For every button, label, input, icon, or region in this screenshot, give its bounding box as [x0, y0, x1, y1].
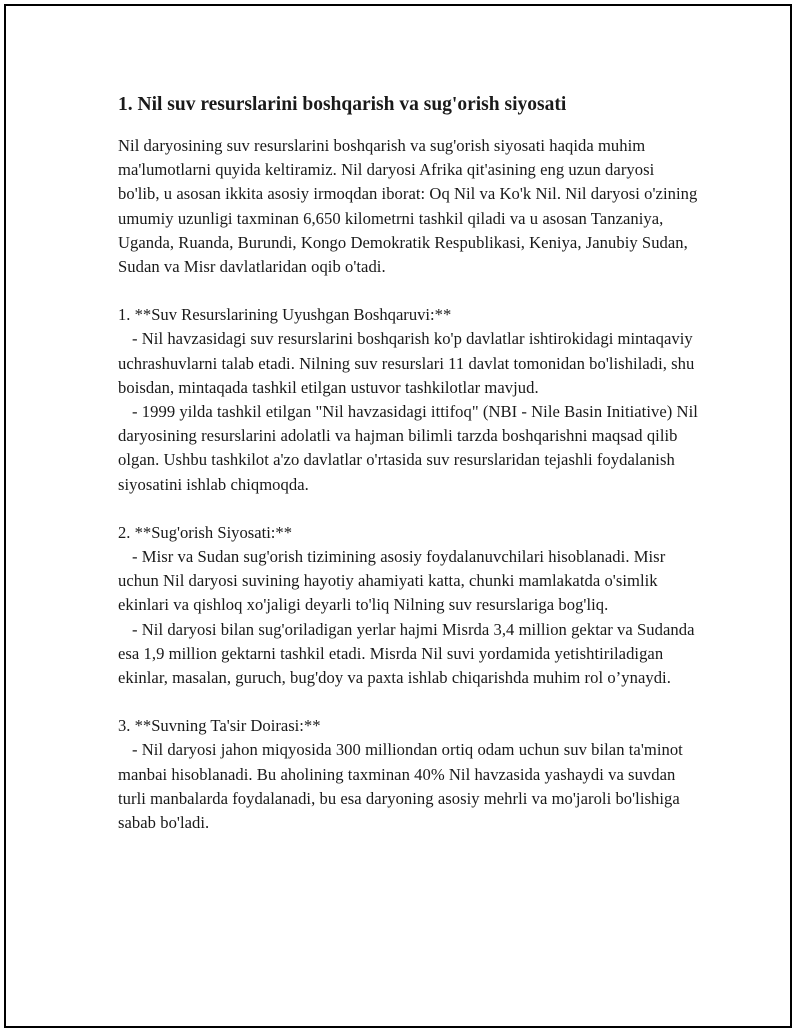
section-irrigation-policy — [118, 521, 698, 690]
section-heading: 2. **Sug'orish Siyosati:** — [118, 522, 293, 542]
section-heading: 1. **Suv Resurslarining Uyushgan Boshqaruvi:** — [118, 305, 452, 325]
section-water-impact — [118, 714, 698, 835]
section-bullet: - Nil havzasidagi suv resurslarini boshqarish ko'p davlatlar ishtirokidagi mintaqaviy uchrashuvlarni talab etadi. Nilning suv resurslari 11 davlat tomonidan bo'lishiladi, shu boisdan, mintaqada tashkil etilgan ustuvor tashkilotlar mavjud. — [118, 329, 695, 397]
intro-paragraph: Nil daryosining suv resurslarini boshqarish va sug'orish siyosati haqida muhim ma'lumotlarni quyida keltiramiz. Nil daryosi Afrika qit'asining eng uzun daryosi bo'lib, u asosan ikkita asosiy irmoqdan iborat: Oq Nil va Ko'k Nil. Nil daryosi o'zining umumiy uzunligi taxminan 6,650 kilometrni tashkil qiladi va u asosan Tanzaniya, Uganda, Ruanda, Burundi, Kongo Demokratik Respublikasi, Keniya, Janubiy Sudan, Sudan va Misr davlatlaridan oqib o'tadi. — [118, 136, 698, 277]
section-bullet: - 1999 yilda tashkil etilgan "Nil havzasidagi ittifoq" (NBI - Nile Basin Initiative) Nil daryosining resurslarini adolatli va hajman bilimli tarzda boshqarishni maqsad qilib olgan. Ushbu tashkilot a'zo davlatlar o'rtasida suv resurslaridan tejashli foydalanish siyosatini ishlab chiqmoqda. — [118, 402, 698, 494]
section-bullet: - Misr va Sudan sug'orish tizimining asosiy foydalanuvchilari hisoblanadi. Misr uchun Nil daryosi suvining hayotiy ahamiyati katta, chunki mamlakatda o'simlik ekinlari va qishloq xo'jaligi deyarli to'liq Nilning suv resurslariga bog'liq. — [118, 547, 666, 615]
section-bullet: - Nil daryosi jahon miqyosida 300 milliondan ortiq odam uchun suv bilan ta'minot manbai hisoblanadi. Bu aholining taxminan 40% Nil havzasida yashaydi va suvdan turli manbalarda foydalanadi, bu esa daryoning asosiy mehrli va mo'jaroli bo'lishiga sabab bo'ladi. — [118, 740, 683, 833]
document-body — [118, 92, 698, 859]
section-heading: 3. **Suvning Ta'sir Doirasi:** — [118, 716, 321, 736]
document-title: 1. Nil suv resurslarini boshqarish va sug'orish siyosati — [118, 94, 567, 115]
section-water-management — [118, 303, 698, 497]
section-bullet: - Nil daryosi bilan sug'oriladigan yerlar hajmi Misrda 3,4 million gektar va Sudanda esa 1,9 million gektarni tashkil etadi. Misrda Nil suvi yordamida yetishtiriladigan ekinlar, masalan, guruch, bug'doy va paxta ishlab chiqarishda muhim rol o’ynaydi. — [118, 619, 695, 688]
